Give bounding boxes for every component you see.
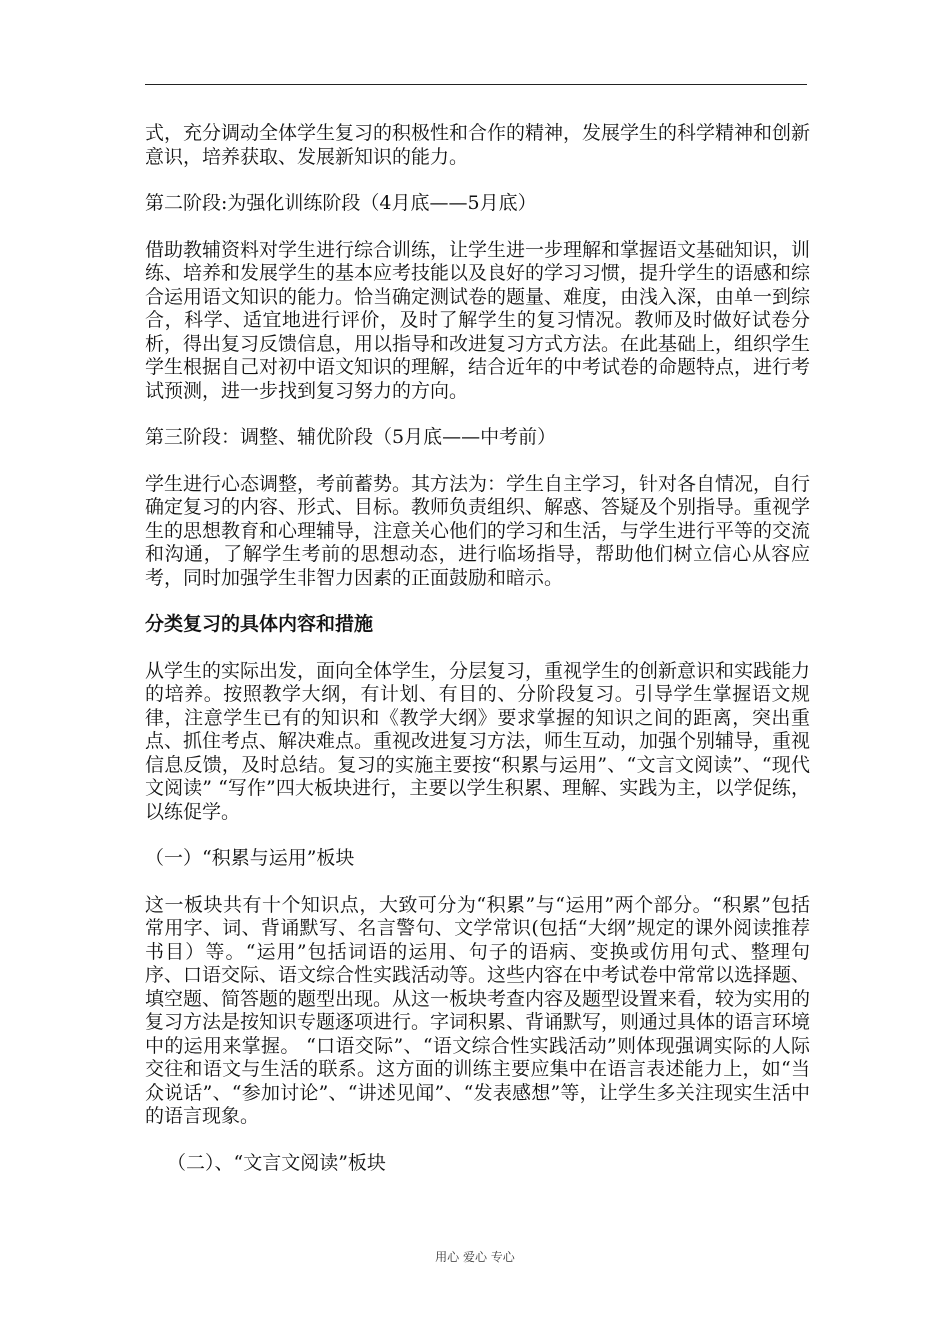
stage2-heading: 第二阶段:为强化训练阶段（4月底——5月底） bbox=[145, 192, 537, 214]
paragraph-section-intro: 从学生的实际出发，面向全体学生，分层复习，重视学生的创新意识和实践能力的培养。按照教学大纲，有计划、有目的、分阶段复习。引导学生掌握语文规律，注意学生已有的知识和《教学大纲》要求掌握的知识之间的距离，突出重点、抓住考点、解决难点。重视改进复习方法，师生互动，加强个别辅导，重视信息反馈，及时总结。复习的实施主要按“积累与运用”、“文言文阅读”、“现代文阅读” “写作”四大板块进行，主要以学生积累、理解、实践为主，以学促练，以练促学。 bbox=[145, 659, 811, 823]
subsection-heading-1: （一）“积累与运用”板块 bbox=[145, 847, 355, 869]
paragraph-subsection-1: 这一板块共有十个知识点，大致可分为“积累”与“运用”两个部分。“积累”包括常用字、词、背诵默写、名言警句、文学常识(包括“大纲”规定的课外阅读推荐书目）等。“运用”包括词语的运用、句子的语病、变换或仿用句式、整理句序、口语交际、语文综合性实践活动等。这些内容在中考试卷中常常以选择题、填空题、简答题的题型出现。从这一板块考查内容及题型设置来看，较为实用的复习方法是按知识专题逐项进行。字词积累、背诵默写，则通过具体的语言环境中的运用来掌握。 “口语交际”、“语文综合性实践活动”则体现强调实际的人际交往和语文与生活的联系。这方面的训练主要应集中在语言表述能力上，如“当众说话”、“参加讨论”、“讲述见闻”、“发表感想”等，让学生多关注现实生活中的语言现象。 bbox=[145, 893, 811, 1127]
paragraph-stage2: 借助教辅资料对学生进行综合训练，让学生进一步理解和掌握语文基础知识，训练、培养和发展学生的基本应考技能以及良好的学习习惯，提升学生的语感和综合运用语文知识的能力。恰当确定测试卷的题量、难度，由浅入深，由单一到综合，科学、适宜地进行评价，及时了解学生的复习情况。教师及时做好试卷分析，得出复习反馈信息，用以指导和改进复习方式方法。在此基础上，组织学生学生根据自己对初中语文知识的理解，结合近年的中考试卷的命题特点，进行考试预测，进一步找到复习努力的方向。 bbox=[145, 238, 811, 402]
stage3-heading: 第三阶段：调整、辅优阶段（5月底——中考前） bbox=[145, 426, 557, 448]
paragraph-stage3: 学生进行心态调整，考前蓄势。其方法为：学生自主学习，针对各自情况，自行确定复习的内容、形式、目标。教师负责组织、解惑、答疑及个别指导。重视学生的思想教育和心理辅导，注意关心他们的学习和生活，与学生进行平等的交流和沟通，了解学生考前的思想动态，进行临场指导，帮助他们树立信心从容应考，同时加强学生非智力因素的正面鼓励和暗示。 bbox=[145, 472, 811, 589]
section-heading: 分类复习的具体内容和措施 bbox=[145, 613, 374, 635]
paragraph-stage1-continuation: 式，充分调动全体学生复习的积极性和合作的精神，发展学生的科学精神和创新意识，培养获取、发展新知识的能力。 bbox=[145, 122, 811, 168]
header-rule bbox=[145, 84, 807, 85]
document-body bbox=[145, 122, 810, 1198]
subsection-heading-2: （二）、“文言文阅读”板块 bbox=[167, 1151, 386, 1174]
page-footer: 用心 爱心 专心 bbox=[435, 1250, 515, 1264]
